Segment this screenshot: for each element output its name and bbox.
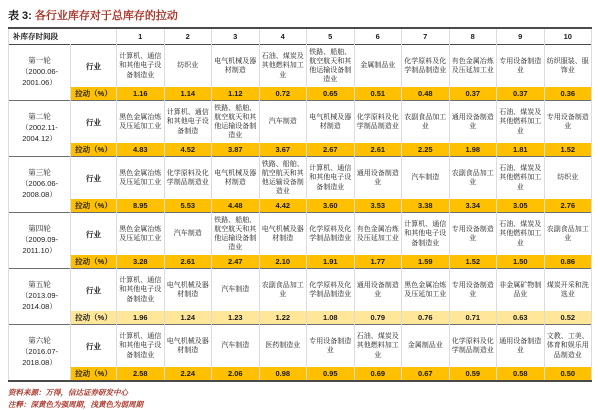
industry-cell: 专用设备制造业 (544, 101, 592, 144)
industry-cell: 农副食品加工业 (449, 157, 497, 200)
pull-value-cell: 1.22 (259, 311, 307, 325)
pull-value-cell: 1.12 (212, 87, 260, 101)
pull-value-cell: 4.52 (164, 143, 212, 157)
pull-value-cell: 0.52 (544, 311, 592, 325)
pull-value-cell: 3.53 (354, 199, 402, 213)
rank-header-cell: 10 (544, 28, 592, 45)
pull-value-cell: 0.79 (354, 311, 402, 325)
cycle-name: 第一轮 (28, 56, 51, 66)
pull-value-cell: 1.77 (354, 255, 402, 269)
pull-value-cell: 0.51 (354, 87, 402, 101)
industry-cell: 文教、工美、体育和娱乐用品制造业 (544, 325, 592, 368)
pull-value-cell: 3.60 (307, 199, 355, 213)
pull-value-cell: 4.83 (117, 143, 165, 157)
industry-cell: 金属制品业 (402, 325, 450, 368)
industry-cell: 专用设备制造业 (497, 45, 545, 88)
industry-cell: 计算机、通信和其他电子设备制造业 (117, 325, 165, 368)
pull-value-cell: 0.71 (449, 311, 497, 325)
pull-value-cell: 0.65 (307, 87, 355, 101)
pull-value-cell: 3.28 (117, 255, 165, 269)
industry-row (9, 157, 592, 200)
table-header-row (9, 28, 592, 45)
table-body (9, 45, 592, 382)
cycle-cell (9, 325, 71, 382)
industry-cell: 汽车制造 (212, 269, 260, 312)
pull-value-cell: 1.23 (212, 311, 260, 325)
industry-cell: 电气机械及器材制造 (212, 157, 260, 200)
industry-cell: 农副食品加工业 (544, 213, 592, 256)
pull-value-cell: 3.87 (212, 143, 260, 157)
pull-row-label: 拉动（%） (71, 87, 117, 101)
industry-cell: 农副食品加工业 (259, 269, 307, 312)
cycle-cell (9, 157, 71, 213)
industry-row (9, 325, 592, 368)
industry-cell: 计算机、通信和其他电子设备制造业 (117, 269, 165, 312)
pull-value-cell: 2.61 (164, 255, 212, 269)
cycle-name: 第四轮 (28, 224, 51, 234)
pull-value-cell: 1.59 (402, 255, 450, 269)
industry-cell: 通用设备制造业 (497, 325, 545, 368)
industry-cell: 黑色金属冶炼及压延加工业 (117, 157, 165, 200)
pull-value-cell: 0.37 (449, 87, 497, 101)
industry-cell: 黑色金属冶炼及压延加工业 (402, 269, 450, 312)
industry-cell: 铁路、船舶、航空航天和其他运输设备制造业 (307, 45, 355, 88)
industry-inventory-pull-table (8, 27, 592, 382)
pull-value-cell: 5.53 (164, 199, 212, 213)
pull-value-cell: 0.72 (259, 87, 307, 101)
industry-cell: 计算机、通信和其他电子设备制造业 (402, 213, 450, 256)
pull-value-cell: 2.76 (544, 199, 592, 213)
industry-cell: 电气机械及器材制造 (259, 213, 307, 256)
legend-note: 注释：深黄色为强周期，浅黄色为弱周期 (8, 399, 143, 409)
pull-value-cell: 2.10 (259, 255, 307, 269)
rank-header-cell: 1 (117, 28, 165, 45)
industry-cell: 汽车制造 (402, 157, 450, 200)
pull-value-cell: 0.95 (307, 367, 355, 381)
rank-header-cell: 8 (449, 28, 497, 45)
industry-cell: 汽车制造 (164, 213, 212, 256)
industry-cell: 铁路、船舶、航空航天和其他运输设备制造业 (212, 101, 260, 144)
cycle-name: 第六轮 (28, 336, 51, 346)
pull-value-cell: 1.14 (164, 87, 212, 101)
industry-cell: 电气机械及器材制造 (164, 325, 212, 368)
pull-value-cell: 0.67 (402, 367, 450, 381)
industry-cell: 专用设备制造业 (307, 325, 355, 368)
pull-value-row (9, 367, 592, 381)
pull-row-label: 拉动（%） (71, 143, 117, 157)
pull-value-cell: 0.63 (497, 311, 545, 325)
industry-cell: 电气机械及器材制造 (164, 269, 212, 312)
industry-cell: 计算机、通信和其他电子设备制造业 (117, 45, 165, 88)
pull-value-cell: 1.81 (497, 143, 545, 157)
table-title (8, 7, 592, 23)
pull-value-cell: 0.37 (497, 87, 545, 101)
industry-row (9, 45, 592, 88)
pull-row-label: 拉动（%） (71, 199, 117, 213)
industry-cell: 医药制造业 (259, 325, 307, 368)
pull-value-cell: 0.59 (449, 367, 497, 381)
industry-row-label: 行业 (71, 157, 117, 200)
industry-row-label: 行业 (71, 213, 117, 256)
pull-value-cell: 3.34 (449, 199, 497, 213)
pull-value-cell: 1.16 (117, 87, 165, 101)
industry-cell: 石油、煤炭及其他燃料加工业 (497, 213, 545, 256)
industry-cell: 汽车制造 (212, 325, 260, 368)
industry-cell: 通用设备制造业 (449, 101, 497, 144)
pull-value-cell: 0.86 (544, 255, 592, 269)
industry-cell: 计算机、通信和其他电子设备制造 (164, 101, 212, 144)
pull-value-cell: 2.67 (307, 143, 355, 157)
cycle-period: （2006.06-2008.08） (20, 179, 59, 199)
industry-cell: 计算机、通信和其他电子设备制造业 (307, 157, 355, 200)
industry-cell: 黑色金属冶炼及压延加工业 (117, 213, 165, 256)
rank-header-cell: 2 (164, 28, 212, 45)
industry-cell: 黑色金属冶炼及压延加工业 (117, 101, 165, 144)
industry-cell: 专用设备制造业 (449, 213, 497, 256)
pull-value-cell: 0.76 (402, 311, 450, 325)
cycle-period: （2016.07-2018.08） (20, 347, 59, 367)
industry-row-label: 行业 (71, 101, 117, 144)
pull-value-cell: 0.50 (544, 367, 592, 381)
period-header-cell: 补库存时间段 (9, 28, 117, 45)
industry-cell: 化学原料及化学制品制造业 (402, 45, 450, 88)
industry-row-label: 行业 (71, 325, 117, 368)
industry-cell: 化学原料及化学制品制造业 (164, 157, 212, 200)
industry-cell: 化学原料及化学制品制造业 (307, 269, 355, 312)
pull-value-cell: 0.58 (497, 367, 545, 381)
pull-value-cell: 1.52 (544, 143, 592, 157)
pull-row-label: 拉动（%） (71, 255, 117, 269)
pull-value-cell: 2.25 (402, 143, 450, 157)
industry-cell: 纺织业 (544, 157, 592, 200)
industry-cell: 石油、煤炭及其他燃料加工业 (354, 325, 402, 368)
pull-value-cell: 1.98 (449, 143, 497, 157)
rank-header-cell: 6 (354, 28, 402, 45)
rank-header-cell: 9 (497, 28, 545, 45)
industry-cell: 金属制品业 (354, 45, 402, 88)
rank-header-cell: 7 (402, 28, 450, 45)
pull-row-label: 拉动（%） (71, 367, 117, 381)
industry-cell: 通用设备制造业 (354, 269, 402, 312)
industry-cell: 汽车制造 (259, 101, 307, 144)
pull-value-cell: 3.38 (402, 199, 450, 213)
industry-cell: 石油、煤炭及其他燃料加工业 (259, 45, 307, 88)
pull-value-cell: 0.36 (544, 87, 592, 101)
pull-value-cell: 4.42 (259, 199, 307, 213)
pull-value-row (9, 143, 592, 157)
pull-value-cell: 2.06 (212, 367, 260, 381)
pull-value-cell: 1.96 (117, 311, 165, 325)
pull-value-cell: 0.48 (402, 87, 450, 101)
industry-cell: 铁路、船舶、航空航天和其他运输设备制造业 (212, 213, 260, 256)
pull-value-cell: 8.95 (117, 199, 165, 213)
pull-value-cell: 2.61 (354, 143, 402, 157)
industry-cell: 电气机械及器材制造 (307, 101, 355, 144)
rank-header-cell: 4 (259, 28, 307, 45)
table-title-text: 各行业库存对于总库存的拉动 (34, 10, 178, 22)
industry-cell: 煤炭开采和洗选业 (544, 269, 592, 312)
cycle-cell (9, 45, 71, 101)
pull-value-cell: 1.24 (164, 311, 212, 325)
industry-row-label: 行业 (71, 269, 117, 312)
pull-value-cell: 0.98 (259, 367, 307, 381)
industry-cell: 化学原料及化学制品制造业 (307, 213, 355, 256)
pull-value-cell: 1.50 (497, 255, 545, 269)
pull-value-cell: 3.05 (497, 199, 545, 213)
cycle-period: （2009.09-2011.10） (20, 235, 59, 255)
pull-value-cell: 2.24 (164, 367, 212, 381)
industry-cell: 非金属矿物制品业 (497, 269, 545, 312)
cycle-cell (9, 101, 71, 157)
pull-value-cell: 4.48 (212, 199, 260, 213)
pull-value-cell: 1.08 (307, 311, 355, 325)
pull-value-cell: 1.91 (307, 255, 355, 269)
industry-cell: 化学原料及化学制品制造业 (354, 101, 402, 144)
cycle-cell (9, 213, 71, 269)
industry-cell: 化学原料及化学制品制造业 (449, 325, 497, 368)
industry-row (9, 213, 592, 256)
industry-cell: 铁路、船舶、航空航天和其他运输设备制造业 (259, 157, 307, 200)
cycle-name: 第三轮 (28, 168, 51, 178)
table-title-prefix: 表 3: (8, 10, 35, 22)
industry-cell: 电气机械及器材制造 (212, 45, 260, 88)
pull-value-row (9, 199, 592, 213)
source-note: 资料来源：万得，信达证券研发中心 (8, 388, 128, 397)
industry-cell: 石油、煤炭及其他燃料加工业 (497, 101, 545, 144)
cycle-period: （2013.09-2014.08） (20, 291, 59, 311)
cycle-cell (9, 269, 71, 325)
pull-value-row (9, 311, 592, 325)
pull-value-cell: 3.67 (259, 143, 307, 157)
industry-cell: 通用设备制造业 (354, 157, 402, 200)
rank-header-cell: 3 (212, 28, 260, 45)
pull-row-label: 拉动（%） (71, 311, 117, 325)
cycle-name: 第二轮 (28, 112, 51, 122)
pull-value-row (9, 87, 592, 101)
pull-value-row (9, 255, 592, 269)
cycle-name: 第五轮 (28, 280, 51, 290)
industry-cell: 农副食品加工业 (402, 101, 450, 144)
industry-cell: 有色金属冶炼及压延加工业 (449, 45, 497, 88)
pull-value-cell: 1.52 (449, 255, 497, 269)
cycle-period: （2002.11-2004.12） (21, 123, 58, 143)
pull-value-cell: 2.47 (212, 255, 260, 269)
pull-value-cell: 0.69 (354, 367, 402, 381)
industry-row-label: 行业 (71, 45, 117, 88)
cycle-period: （2000.06-2001.06） (20, 67, 59, 87)
industry-row (9, 101, 592, 144)
industry-cell: 专用设备制造业 (449, 269, 497, 312)
industry-cell: 纺织业 (164, 45, 212, 88)
industry-row (9, 269, 592, 312)
table-footnotes (8, 387, 592, 410)
industry-cell: 有色金属冶炼及压延加工业 (354, 213, 402, 256)
industry-cell: 纺织服装、服饰业 (544, 45, 592, 88)
rank-header-cell: 5 (307, 28, 355, 45)
pull-value-cell: 2.58 (117, 367, 165, 381)
industry-cell: 石油、煤炭及其他燃料加工业 (497, 157, 545, 200)
